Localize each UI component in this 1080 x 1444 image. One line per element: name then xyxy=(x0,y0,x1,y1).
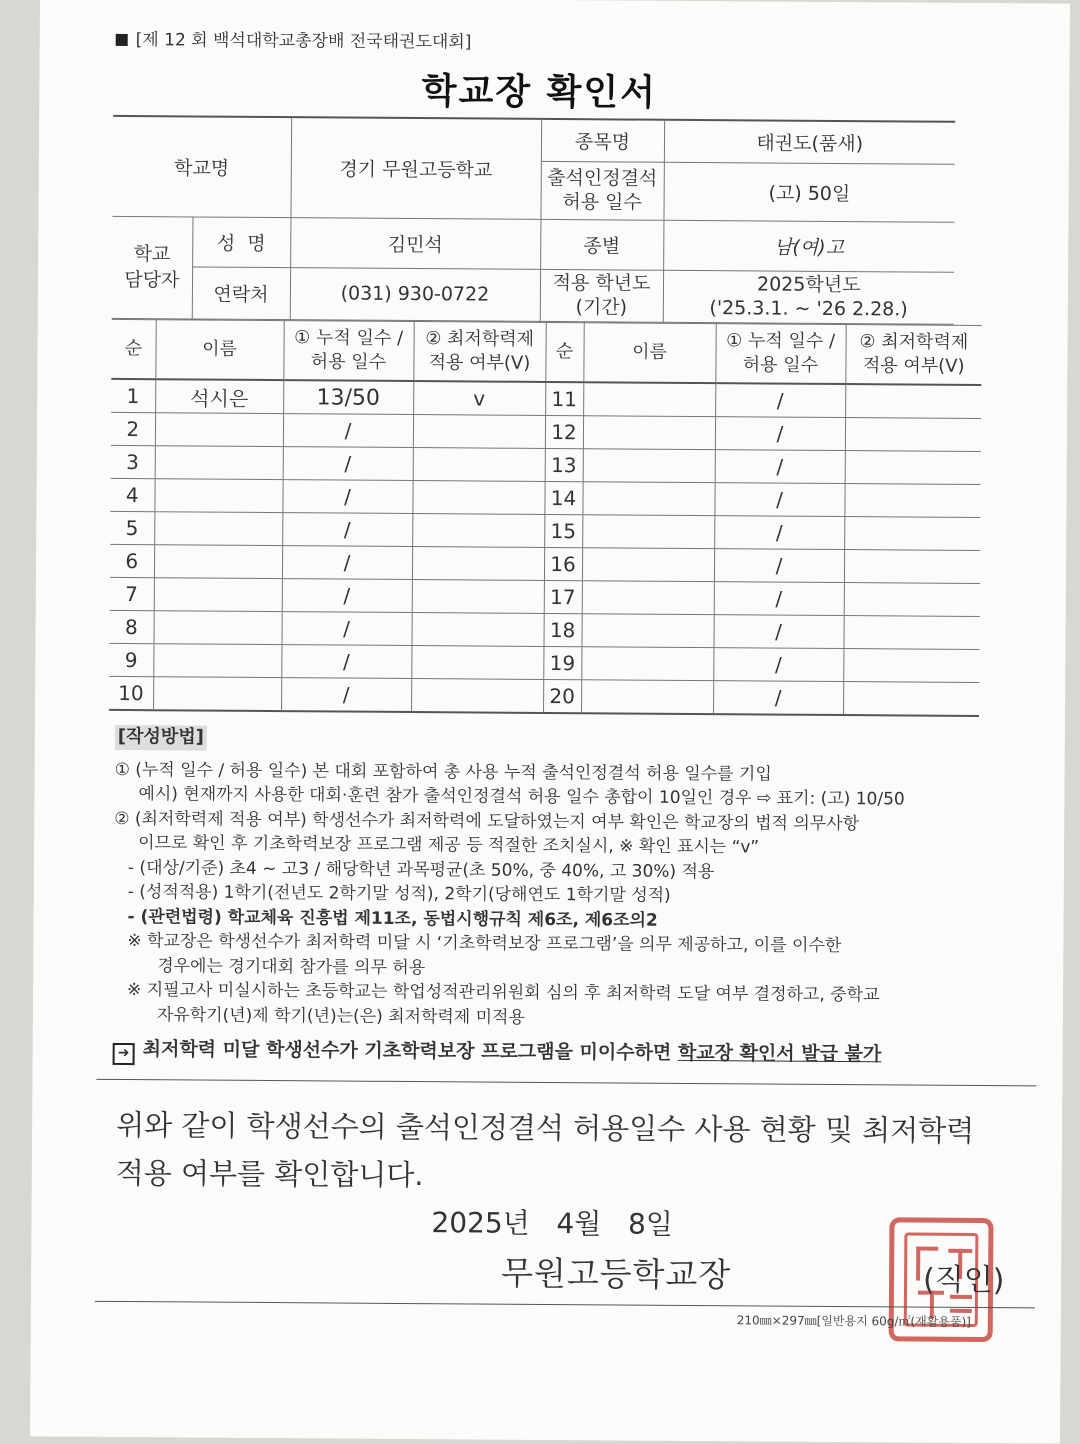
header-minimum-right-line2: 적용 여부(V) xyxy=(862,355,965,377)
row-days: / xyxy=(715,417,845,451)
instruction-line: ① (누적 일수 / 허용 일수) 본 대회 포함하여 총 사용 누적 출석인정결석 허용 일수를 기입 xyxy=(114,759,772,785)
table-body xyxy=(109,379,981,716)
row-no: 18 xyxy=(543,613,581,646)
row-no: 11 xyxy=(545,382,583,416)
row-no: 9 xyxy=(109,643,153,676)
row-check xyxy=(412,580,544,614)
year-value-line1: 2025학년도 xyxy=(756,273,861,297)
gender-label: 종별 xyxy=(540,219,663,270)
row-no: 16 xyxy=(544,547,582,580)
header-days-right-line2: 허용 일수 xyxy=(742,354,819,376)
seal-glyph xyxy=(916,1247,920,1281)
divider-top xyxy=(96,1079,1036,1087)
row-no: 10 xyxy=(109,676,153,710)
manager-label-line2: 담당자 xyxy=(124,268,180,292)
row-days: / xyxy=(713,648,843,682)
row-check xyxy=(413,415,545,449)
row-days: / xyxy=(281,678,411,712)
row-check xyxy=(411,613,543,647)
header-days-left-line2: 허용 일수 xyxy=(310,351,387,373)
row-no: 19 xyxy=(543,646,581,679)
row-name xyxy=(153,677,281,711)
header-minimum-left-line2: 적용 여부(V) xyxy=(428,352,531,374)
row-no: 20 xyxy=(543,679,581,713)
row-days: / xyxy=(715,383,845,417)
instruction-line: 경우에는 경기대회 참가를 의무 허용 xyxy=(157,955,426,978)
year-label-line2: (기간) xyxy=(575,296,628,319)
row-check xyxy=(845,418,981,452)
row-check: v xyxy=(413,381,545,415)
event-label: 종목명 xyxy=(541,119,664,162)
row-days: / xyxy=(283,414,413,448)
table-header-row xyxy=(111,319,981,385)
row-check xyxy=(845,451,981,485)
row-no: 3 xyxy=(111,445,155,478)
issue-date: 2025년 4월 8일 xyxy=(431,1206,674,1241)
principal-title: 무원고등학교장 xyxy=(500,1253,732,1295)
allowed-days-label-line1: 출석인정결석 xyxy=(547,166,658,190)
row-check xyxy=(844,550,980,584)
allowed-days-value: (고) 50일 xyxy=(663,162,954,222)
header-minimum-right-line1: ② 최저학력제 xyxy=(859,331,969,353)
instruction-line: 이므로 확인 후 기초학력보장 프로그램 제공 등 적절한 조치실시, ※ 확인 표시는 “v” xyxy=(138,833,760,858)
row-days: / xyxy=(282,480,412,514)
row-name xyxy=(154,512,282,546)
row-no: 14 xyxy=(544,481,582,514)
warning-text: 최저학력 미달 학생선수가 기초학력보장 프로그램을 미이수하면 xyxy=(142,1038,672,1064)
header-name-left: 이름 xyxy=(155,320,283,380)
row-days: / xyxy=(713,681,843,715)
row-days: / xyxy=(282,579,412,613)
contact-label: 연락처 xyxy=(192,266,290,319)
row-days: / xyxy=(282,546,412,580)
event-line-text: [제 12 회 백석대학교총장배 전국태권도대회] xyxy=(135,30,472,53)
row-no: 5 xyxy=(110,511,154,544)
instruction-line: ※ 학교장은 학생선수가 최저학력 미달 시 ‘기초학력보장 프로그램’을 의무 제공하고, 이를 이수한 xyxy=(127,931,842,957)
name-label: 성 명 xyxy=(192,216,290,267)
year-value-line2: ('25.3.1. ~ '26 2.28.) xyxy=(709,297,908,321)
header-name-right: 이름 xyxy=(583,323,715,383)
year-label-line1: 적용 학년도 xyxy=(552,271,651,295)
row-check xyxy=(844,517,980,551)
row-name xyxy=(154,479,282,513)
row-name xyxy=(153,611,281,645)
row-check xyxy=(411,679,543,713)
header-minimum-left xyxy=(413,322,545,382)
header-days-left xyxy=(283,321,413,381)
row-days: / xyxy=(281,645,411,679)
row-days: / xyxy=(715,450,845,484)
table-row xyxy=(109,676,979,716)
row-no: 1 xyxy=(111,379,155,413)
row-no: 13 xyxy=(545,448,583,481)
row-name xyxy=(155,446,283,480)
gender-value: 남(여)고 xyxy=(663,220,954,272)
manager-label xyxy=(112,216,193,319)
school-value: 경기 무원고등학교 xyxy=(290,117,541,219)
row-name xyxy=(154,578,282,612)
row-name xyxy=(583,416,715,450)
allowed-days-label-line2: 허용 일수 xyxy=(562,191,642,214)
student-list-table xyxy=(109,319,982,717)
instruction-line: - (관련법령) 학교체육 진흥법 제11조, 동법시행규칙 제6조, 제6조의2 xyxy=(127,906,658,931)
row-name xyxy=(583,382,715,416)
allowed-days-label xyxy=(540,161,663,220)
header-no-left: 순 xyxy=(111,319,155,379)
instruction-line: ※ 지필고사 미실시하는 초등학교는 학업성적관리위원회 심의 후 최저학력 도달 여부 결정하고, 중학교 xyxy=(127,980,880,1006)
instruction-line: 자유학기(년)제 학기(년)는(은) 최저학력제 미적용 xyxy=(156,1004,525,1028)
header-no-right: 순 xyxy=(545,322,583,382)
row-no: 12 xyxy=(545,415,583,448)
row-name xyxy=(582,482,714,516)
header-days-left-line1: ① 누적 일수 / xyxy=(294,327,404,349)
row-check xyxy=(844,583,980,617)
document-sheet xyxy=(30,0,1070,1444)
instruction-line: - (대상/기준) 초4 ~ 고3 / 해당학년 과목평균(초 50%, 중 40%, 고 30%) 적용 xyxy=(127,857,715,882)
event-line xyxy=(116,25,472,52)
row-days: / xyxy=(714,483,844,517)
row-days: / xyxy=(283,447,413,481)
paper-spec-note: 210㎜×297㎜[일반용지 60g/㎡(재활용품)] xyxy=(736,1313,971,1329)
row-name xyxy=(155,413,283,447)
row-no: 8 xyxy=(109,610,153,643)
row-days: / xyxy=(713,615,843,649)
row-days: / xyxy=(714,549,844,583)
row-days: 13/50 xyxy=(283,380,413,414)
warning-emphasis: 학교장 확인서 발급 불가 xyxy=(677,1041,882,1066)
year-value xyxy=(663,270,954,324)
row-days: / xyxy=(282,513,412,547)
row-check xyxy=(843,616,979,650)
info-table xyxy=(112,115,955,324)
row-days: / xyxy=(714,516,844,550)
event-value: 태권도(품새) xyxy=(664,120,955,164)
row-name xyxy=(581,647,713,681)
row-no: 6 xyxy=(110,544,154,577)
instruction-line: - (성적적용) 1학기(전년도 2학기말 성적), 2학기(당해연도 1학기말 성적) xyxy=(127,882,671,906)
instruction-line: 예시) 현재까지 사용한 대회·훈련 참가 출석인정결석 허용 일수 총합이 10일인 경우 ⇨ 표기: (고) 10/50 xyxy=(138,784,905,810)
header-days-right-line1: ① 누적 일수 / xyxy=(726,330,836,352)
confirmation-statement: 위와 같이 학생선수의 출석인정결석 허용일수 사용 현황 및 최저학력 적용 여부를 확인합니다. xyxy=(115,1107,975,1193)
row-name xyxy=(582,515,714,549)
instructions-title: [작성방법] xyxy=(115,725,207,750)
writing-instructions xyxy=(113,725,1015,1071)
row-check xyxy=(843,649,979,683)
square-bullet-icon xyxy=(116,34,128,46)
row-check xyxy=(412,514,544,548)
row-name: 석시은 xyxy=(155,379,283,413)
school-label: 학교명 xyxy=(112,116,291,217)
row-check xyxy=(411,646,543,680)
contact-value: (031) 930-0722 xyxy=(290,267,540,321)
row-check xyxy=(845,384,981,418)
row-no: 17 xyxy=(544,580,582,613)
row-name xyxy=(582,581,714,615)
row-days: / xyxy=(714,582,844,616)
row-name xyxy=(153,644,281,678)
seal-label: (직인) xyxy=(922,1262,1005,1299)
header-days-right xyxy=(715,324,845,384)
warning-line xyxy=(113,1037,1013,1071)
name-value: 김민석 xyxy=(290,217,540,269)
row-no: 4 xyxy=(110,478,154,511)
row-no: 7 xyxy=(110,577,154,610)
row-check xyxy=(844,484,980,518)
row-no: 2 xyxy=(111,412,155,445)
header-minimum-right xyxy=(845,325,981,385)
row-days: / xyxy=(281,612,411,646)
row-no: 15 xyxy=(544,514,582,547)
instruction-line: ② (최저학력제 적용 여부) 학생선수가 최저학력에 도달하였는지 여부 확인은 학교장의 법적 의무사항 xyxy=(114,808,860,834)
row-name xyxy=(582,548,714,582)
row-name xyxy=(583,449,715,483)
row-name xyxy=(581,680,713,714)
row-name xyxy=(154,545,282,579)
row-check xyxy=(412,547,544,581)
row-check xyxy=(412,481,544,515)
document-title: 학교장 확인서 xyxy=(421,71,658,114)
row-name xyxy=(581,614,713,648)
row-check xyxy=(413,448,545,482)
arrow-right-icon: ➜ xyxy=(113,1043,135,1065)
row-check xyxy=(843,682,979,716)
manager-label-line1: 학교 xyxy=(133,243,171,266)
year-label xyxy=(540,269,663,322)
header-minimum-left-line1: ② 최저학력제 xyxy=(425,328,535,350)
